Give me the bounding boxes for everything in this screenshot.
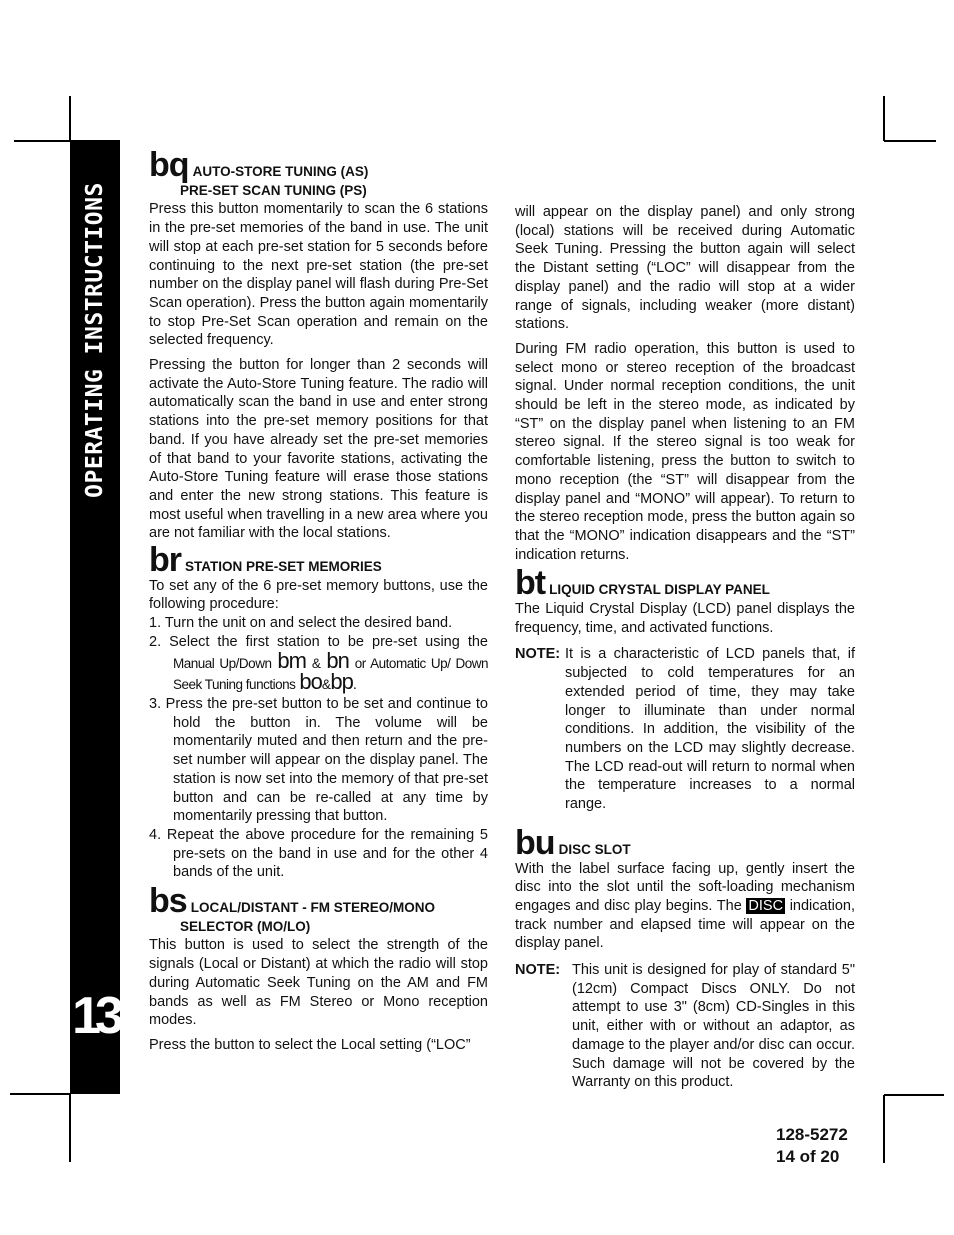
note-lcd: [515, 645, 855, 813]
note-label: NOTE:: [515, 962, 561, 979]
section-heading-br: [149, 541, 488, 580]
crop-mark-top-right-vertical: [883, 96, 885, 141]
left-column: [149, 146, 489, 1061]
section-heading-bs: [149, 882, 488, 921]
disc-indicator-badge: DISC: [748, 897, 784, 914]
note-disc: [515, 961, 855, 1092]
sidebar-title: OPERATING INSTRUCTIONS: [82, 182, 108, 498]
crop-mark-bottom-left-vertical: [69, 1094, 71, 1162]
note-text: This unit is designed for play of standard 5" (12cm) Compact Discs ONLY. Do not attempt to use 3" (8cm) CD-Singles in this unit, either with or without an adaptor, as damage to the player and/or disc can occur. Such damage will not be covered by the Warranty on this product.: [572, 962, 855, 1091]
paragraph-bu-1: [515, 860, 855, 954]
list-item: 1. Turn the unit on and select the desired band.: [149, 615, 453, 632]
button-ref-bm: bm: [277, 647, 306, 673]
paragraph-bs-4: During FM radio operation, this button is used to select mono or stereo reception of the broadcast signal. Under normal reception conditions, the unit should be left in the stereo mode, as indicated by “ST” on the display panel when listening to an FM stereo signal. If the stereo signal is too weak for comfortable listening, press the button to switch to mono reception (the “ST” will disappear from the display panel and “MONO” will appear). To return to the stereo reception mode, press the button again so that the “MONO” indication disappears and the “ST” indication returns.: [515, 340, 855, 563]
step2-text-a: 2. Select the first station to be pre-set using the: [149, 633, 488, 650]
crop-mark-bottom-right-horizontal: [884, 1094, 944, 1096]
section-title-br: STATION PRE-SET MEMORIES: [185, 559, 382, 575]
procedure-list: [149, 614, 488, 882]
button-ref-bp: bp: [330, 669, 353, 695]
list-item: 4. Repeat the above procedure for the remaining 5 pre-sets on the band in use and for the other 4 bands of the unit.: [149, 826, 488, 881]
list-item: 3. Press the pre-set button to be set and continue to hold the button in. The volume will be momentarily muted and then return and the pre-set number will appear on the display panel. The station is now set into the memory of that pre-set button and can be re-called at any time by momentarily pressing that button.: [149, 695, 488, 825]
paragraph-br-intro: To set any of the 6 pre-set memory buttons, use the following procedure:: [149, 577, 488, 613]
crop-mark-top-left-vertical: [69, 96, 71, 141]
section-heading-bq: [149, 146, 488, 184]
crop-mark-bottom-right-vertical: [883, 1095, 885, 1163]
section-mark-bu: bu: [515, 823, 555, 862]
section-title-bq: AUTO-STORE TUNING (AS): [192, 164, 369, 179]
right-column: [515, 203, 855, 1100]
section-mark-br: br: [149, 541, 181, 580]
list-item: [149, 633, 488, 695]
crop-mark-top-left-horizontal: [14, 140, 70, 142]
button-ref-bn: bn: [326, 647, 349, 673]
section-heading-bt: [515, 564, 855, 603]
section-title-bu: DISC SLOT: [558, 841, 631, 857]
step2-text-b: Manual Up/Down: [173, 655, 272, 671]
section-mark-bq: bq: [149, 146, 189, 184]
step2-end: .: [352, 677, 357, 694]
ampersand: &: [321, 677, 331, 693]
section-subtitle-bs: SELECTOR (MO/LO): [180, 918, 311, 934]
paragraph-bq-1: Press this button momentarily to scan the 6 stations in the pre-set memories of the band in use. The unit will stop at each pre-set station for 5 seconds before continuing to the next pre-set station (the pre-set number on the display panel will flash during Pre-Set Scan operation). Press the button again momentarily to stop Pre-Set Scan operation and remain on the selected frequency.: [149, 201, 488, 349]
section-title-bs: LOCAL/DISTANT - FM STEREO/MONO: [190, 900, 435, 916]
crop-mark-top-right-horizontal: [884, 140, 936, 142]
section-subtitle-bq: PRE-SET SCAN TUNING (PS): [180, 182, 367, 198]
note-label: NOTE:: [515, 646, 561, 663]
sidebar-page-number: 13: [72, 987, 118, 1045]
button-ref-bo: bo: [299, 669, 322, 695]
paragraph-bu-text-a: With the label surface facing up, gently insert the disc into the slot until the soft-loading mechanism engages and disc play begins. The: [515, 860, 855, 914]
paragraph-bu-text-b: indication, track number and elapsed time will appear on the display panel.: [515, 897, 855, 952]
paragraph-bs-1: This button is used to select the strength of the signals (Local or Distant) at which the radio will stop during Automatic Seek Tuning on the AM and FM bands as well as FM Stereo or Mono reception modes.: [149, 937, 488, 1029]
note-text: It is a characteristic of LCD panels that, if subjected to cold temperatures for an extended period of time, they may take longer to illuminate than under normal conditions. In addition, the visibility of the numbers on the LCD may slightly decrease. The LCD read-out will return to normal when the temperature increases to a normal range.: [565, 646, 855, 813]
paragraph-bs-2: Press the button to select the Local setting (“LOC”: [149, 1036, 471, 1053]
crop-mark-bottom-left-horizontal: [10, 1093, 70, 1095]
paragraph-bq-2: Pressing the button for longer than 2 seconds will activate the Auto-Store Tuning feature. The radio will automatically scan the band in use and enter strong stations into the pre-set memory positions for that band. If you have already set the pre-set memories of that band to your favorite stations, activating the Auto-Store Tuning feature will erase those stations and enter the new strong stations. This feature is most useful when travelling in a new area where you are not familiar with the local stations.: [149, 357, 488, 542]
section-mark-bs: bs: [149, 882, 187, 921]
paragraph-bs-3: will appear on the display panel) and only strong (local) stations will be received during Automatic Seek Tuning. Pressing the button again will select the Distant setting (“LOC” will disappear from the display panel) and the radio will stop at a wider range of signals, including weaker (more distant) stations.: [515, 204, 855, 333]
page-count: 14 of 20: [776, 1147, 840, 1166]
step2-text-c: or Automatic Up/ Down Seek Tuning functions: [173, 655, 489, 693]
ampersand: &: [311, 655, 321, 671]
section-heading-bu: [515, 823, 855, 862]
page-footer: [776, 1124, 848, 1168]
section-title-bt: LIQUID CRYSTAL DISPLAY PANEL: [549, 582, 770, 598]
paragraph-bt-1: The Liquid Crystal Display (LCD) panel displays the frequency, time, and activated functions.: [515, 601, 855, 636]
section-mark-bt: bt: [515, 564, 546, 603]
document-number: 128-5272: [776, 1125, 848, 1144]
